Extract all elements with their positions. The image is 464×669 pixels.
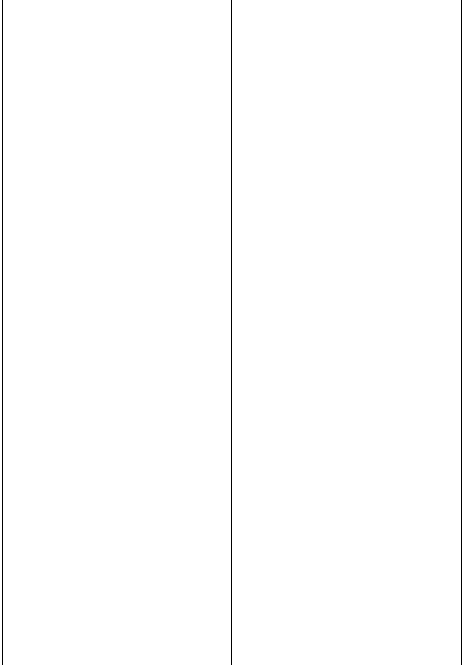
column-divider [231,0,232,665]
page-frame [2,0,462,665]
